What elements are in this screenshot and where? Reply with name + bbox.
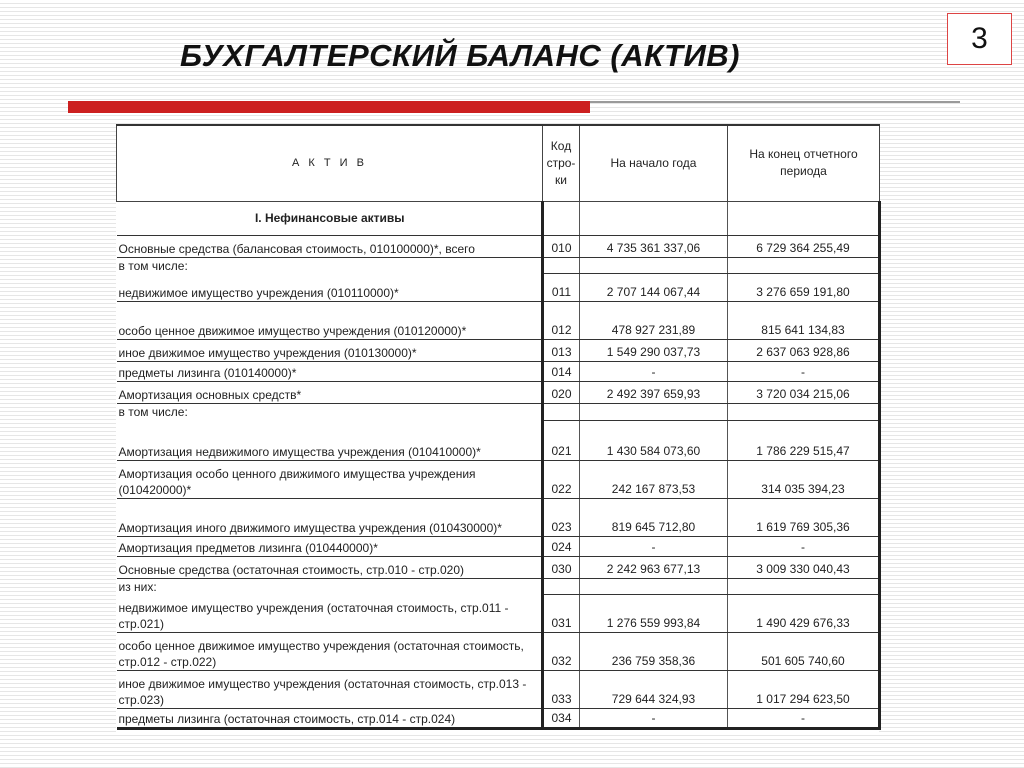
row-start-value (580, 201, 728, 235)
row-end-value: - (728, 362, 880, 382)
row-start-value: 4 735 361 337,06 (580, 235, 728, 257)
row-name: из них: (118, 579, 157, 594)
row-end-value: 3 009 330 040,43 (728, 556, 880, 578)
row-code: 024 (543, 536, 580, 556)
row-end-value: - (728, 536, 880, 556)
row-start-value (580, 578, 728, 595)
row-end-value (728, 257, 880, 274)
row-start-value: 242 167 873,53 (580, 460, 728, 498)
row-code: 020 (543, 382, 580, 404)
table-row (117, 362, 880, 382)
slide-number-box: 3 (947, 13, 1012, 65)
row-name: в том числе: (118, 258, 188, 273)
row-end-value: 501 605 740,60 (728, 633, 880, 671)
row-code: 010 (543, 235, 580, 257)
row-start-value: 1 549 290 037,73 (580, 340, 728, 362)
balance-sheet-table-container (116, 124, 879, 735)
title-accent-bar (68, 101, 590, 113)
row-start-value: - (580, 536, 728, 556)
row-end-value: 1 017 294 623,50 (728, 671, 880, 709)
row-end-value: 3 276 659 191,80 (728, 274, 880, 302)
row-code: 021 (543, 420, 580, 460)
row-name: недвижимое имущество учреждения (010110000)* (117, 274, 543, 302)
row-start-value: 1 276 559 993,84 (580, 595, 728, 633)
table-row (117, 671, 880, 709)
row-code: 023 (543, 498, 580, 536)
row-end-value (728, 404, 880, 421)
table-row (117, 235, 880, 257)
row-code: 012 (543, 302, 580, 340)
row-end-value (728, 578, 880, 595)
header-start-of-year: На начало года (580, 125, 728, 201)
row-code: 022 (543, 460, 580, 498)
table-row (117, 556, 880, 578)
row-code: 034 (543, 709, 580, 729)
row-start-value: - (580, 709, 728, 729)
row-end-value: 2 637 063 928,86 (728, 340, 880, 362)
row-start-value: 2 492 397 659,93 (580, 382, 728, 404)
row-code (543, 404, 580, 421)
row-name: особо ценное движимое имущество учреждения (остаточная стоимость, стр.012 - стр.022) (117, 633, 543, 671)
row-name: предметы лизинга (010140000)* (117, 362, 543, 382)
row-name: в том числе: (118, 405, 188, 419)
row-name: Амортизация основных средств* (117, 382, 543, 404)
table-row (117, 404, 880, 421)
table-row (117, 536, 880, 556)
row-code (543, 201, 580, 235)
row-code: 014 (543, 362, 580, 382)
table-row (117, 257, 880, 274)
title-rule-line (590, 101, 960, 103)
row-start-value: 729 644 324,93 (580, 671, 728, 709)
row-code: 013 (543, 340, 580, 362)
table-row (117, 578, 880, 595)
row-end-value: - (728, 709, 880, 729)
row-code: 032 (543, 633, 580, 671)
row-start-value: 1 430 584 073,60 (580, 420, 728, 460)
header-asset: А К Т И В (117, 125, 543, 201)
row-name: Амортизация недвижимого имущества учреждения (010410000)* (117, 420, 543, 460)
row-name: особо ценное движимое имущество учреждения (010120000)* (117, 302, 543, 340)
row-name: иное движимое имущество учреждения (010130000)* (117, 340, 543, 362)
row-start-value: 819 645 712,80 (580, 498, 728, 536)
row-start-value (580, 404, 728, 421)
row-code: 011 (543, 274, 580, 302)
row-code (543, 578, 580, 595)
row-end-value: 3 720 034 215,06 (728, 382, 880, 404)
table-row (117, 201, 880, 235)
row-code: 031 (543, 595, 580, 633)
table-row (117, 302, 880, 340)
row-name: предметы лизинга (остаточная стоимость, стр.014 - стр.024) (117, 709, 543, 729)
row-end-value: 1 619 769 305,36 (728, 498, 880, 536)
row-end-value: 815 641 134,83 (728, 302, 880, 340)
row-name: иное движимое имущество учреждения (остаточная стоимость, стр.013 - стр.023) (117, 671, 543, 709)
slide-title: БУХГАЛТЕРСКИЙ БАЛАНС (АКТИВ) (180, 38, 740, 73)
row-start-value: 2 707 144 067,44 (580, 274, 728, 302)
row-end-value: 1 786 229 515,47 (728, 420, 880, 460)
row-start-value: - (580, 362, 728, 382)
balance-sheet-table (116, 124, 881, 730)
table-row (117, 274, 880, 302)
table-row (117, 595, 880, 633)
row-name: Амортизация иного движимого имущества учреждения (010430000)* (117, 498, 543, 536)
row-name: недвижимое имущество учреждения (остаточная стоимость, стр.011 - стр.021) (117, 595, 543, 633)
header-end-of-period: На конец отчетного периода (728, 125, 880, 201)
table-row (117, 340, 880, 362)
row-code: 033 (543, 671, 580, 709)
row-start-value: 236 759 358,36 (580, 633, 728, 671)
row-code (543, 257, 580, 274)
table-row (117, 498, 880, 536)
row-name: Основные средства (остаточная стоимость, стр.010 - стр.020) (117, 556, 543, 578)
row-name: I. Нефинансовые активы (117, 201, 543, 235)
table-row (117, 709, 880, 729)
row-end-value: 314 035 394,23 (728, 460, 880, 498)
row-name: Амортизация особо ценного движимого имущества учреждения (010420000)* (117, 460, 543, 498)
row-start-value: 2 242 963 677,13 (580, 556, 728, 578)
table-row (117, 420, 880, 460)
table-row (117, 460, 880, 498)
header-line-code: Код стро- ки (543, 125, 580, 201)
row-end-value: 6 729 364 255,49 (728, 235, 880, 257)
row-start-value: 478 927 231,89 (580, 302, 728, 340)
row-end-value (728, 201, 880, 235)
row-name: Основные средства (балансовая стоимость, 010100000)*, всего (117, 235, 543, 257)
row-start-value (580, 257, 728, 274)
table-row (117, 382, 880, 404)
row-code: 030 (543, 556, 580, 578)
row-end-value: 1 490 429 676,33 (728, 595, 880, 633)
row-name: Амортизация предметов лизинга (010440000)* (117, 536, 543, 556)
table-row (117, 633, 880, 671)
